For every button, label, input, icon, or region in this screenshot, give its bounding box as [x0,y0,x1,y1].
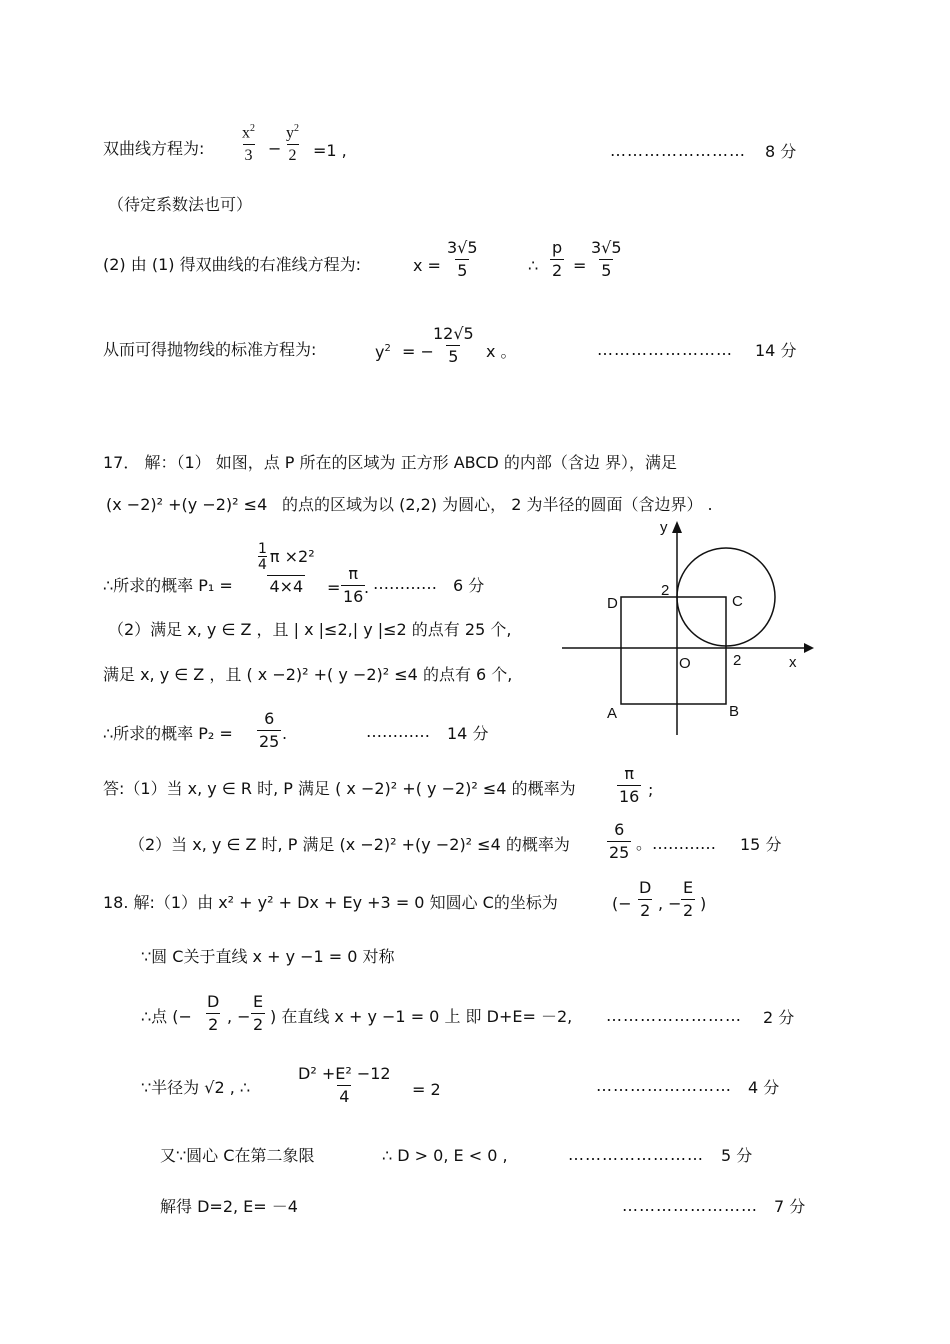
p2-score: 14 分 [447,724,489,743]
q18-l6-score: 7 分 [774,1197,806,1216]
label-D: D [607,595,618,612]
q18-l4-frac: $\frac{\text{D² +E² −12}}{4}$ [298,1064,391,1106]
pi-over-16: $\frac{\pi}{16}$ [343,564,364,606]
x-tail: x 。 [486,342,517,361]
fraction-x2-over-3: $\frac{x^2}{3}$ [242,123,255,165]
x-axis-arrow [804,643,814,653]
q18-l1-close: ) [700,894,707,913]
score-dots-14: …………………… [597,340,733,359]
q17-line2-text: 的点的区域为以 (2,2) 为圆心， 2 为半径的圆面（含边界） . [282,495,713,514]
q18-l1-frac-e: $\frac{E}{2}$ [683,878,694,920]
answer2-score: 15 分 [740,835,782,854]
q18-line1: 18. 解:（1）由 x² + y² + Dx + Ey +3 = 0 知圆心 C的坐标为 [103,893,558,912]
q18-l3-post: ) 在直线 x + y −1 = 0 上 即 D+E= －2, [270,1007,573,1026]
label-A: A [607,705,618,722]
q17-line2-expr: (x −2)² +(y −2)² ≤4 [106,495,268,514]
answer2-tail: 。………… [636,834,717,853]
p1-equals: = [327,578,341,597]
label-two-x: 2 [733,652,742,669]
q18-l5-dots: …………………… [568,1145,704,1164]
label-x: x [789,654,797,671]
p1-dots: ………… [373,574,437,593]
label-C: C [732,593,743,610]
q18-l3-comma: , − [227,1007,251,1026]
square-abcd [621,597,726,704]
q18-l6-dots: …………………… [622,1196,758,1215]
label-two-y: 2 [661,582,670,599]
geometry-figure [556,515,816,745]
p2-dots: ………… [366,722,430,741]
part2-line1: （2）满足 x, y ∈ Z ，且 | x |≤2,| y |≤2 的点有 25 个, [108,620,512,639]
directrix-text: (2) 由 (1) 得双曲线的右准线方程为: [103,255,361,274]
fraction-p-over-2: $\frac{p}{2}$ [552,238,563,280]
q18-l5-b: ∴ D > 0, E < 0 , [382,1146,508,1165]
parabola-text: 从而可得抛物线的标准方程为: [103,340,317,359]
label-B: B [729,703,740,720]
score-14: 14 分 [755,341,797,360]
q18-l1-open: (− [612,894,632,913]
label-origin: O [679,655,691,672]
y-squared: $y^2$ [375,342,391,362]
equals-sign: = [573,256,587,275]
p1-period: . [364,578,370,597]
q18-l3-dots: …………………… [606,1006,742,1025]
q18-l3-frac-d: $\frac{D}{2}$ [207,992,220,1034]
q18-l4-score: 4 分 [748,1078,780,1097]
q18-l3-score: 2 分 [763,1008,795,1027]
method-note: （待定系数法也可） [108,195,253,214]
y-axis-arrow [672,521,682,533]
answer-line1: 答:（1）当 x, y ∈ R 时, P 满足 ( x −2)² +( y −2)² ≤4 的概率为 [103,779,576,798]
fraction-y2-over-2: $\frac{y^2}{2}$ [286,123,299,165]
q17-line1: 17． 解：（1） 如图，点 P 所在的区域为 正方形 ABCD 的内部（含边 界），满足 [103,453,678,472]
q18-l5-score: 5 分 [721,1146,753,1165]
p2-fraction: $\frac{6}{25}$ [259,709,280,751]
answer1-tail: ; [648,780,654,799]
p1-score: 6 分 [453,576,485,595]
answer1-fraction: $\frac{\pi}{16}$ [619,764,640,806]
q18-l4-dots: …………………… [596,1076,732,1095]
x-equals: x = [413,256,441,275]
p1-label: ∴所求的概率 P₁ = [103,576,233,595]
p2-label: ∴所求的概率 P₂ = [103,724,233,743]
q18-line2: ∵圆 C关于直线 x + y −1 = 0 对称 [141,947,395,966]
q18-l3-frac-e: $\frac{E}{2}$ [253,992,264,1034]
q18-l4-pre: ∵半径为 √2 , ∴ [141,1078,251,1097]
score-dots: …………………… [610,141,746,160]
q18-l1-comma: , − [658,894,682,913]
q18-l6: 解得 D=2, E= －4 [160,1197,298,1216]
fraction-3sqrt5-over-5: $\frac{3√5}{5}$ [447,238,478,280]
hyperbola-label: 双曲线方程为: [103,139,205,158]
q18-l3-pre: ∴点 (− [141,1007,192,1026]
equals-minus: = − [402,342,434,361]
q18-l1-frac-d: $\frac{D}{2}$ [639,878,652,920]
minus-sign: − [268,139,282,158]
p1-fraction: 1 4 π ×2² 4×4 [258,541,315,596]
score-8: 8 分 [765,142,797,161]
equals-one: =1 , [313,141,347,160]
q18-l4-eq: = 2 [412,1080,441,1099]
therefore-symbol: ∴ [528,256,539,275]
fraction-3sqrt5-over-5-b: $\frac{3√5}{5}$ [591,238,622,280]
answer-line2: （2）当 x, y ∈ Z 时, P 满足 (x −2)² +(y −2)² ≤4 的概率为 [129,835,570,854]
part2-line2: 满足 x, y ∈ Z ，且 ( x −2)² +( y −2)² ≤4 的点有 6 个, [103,665,513,684]
q18-l5: 又∵圆心 C在第二象限 [160,1146,315,1165]
label-y: y [660,519,668,536]
p2-period: . [282,724,288,743]
fraction-12sqrt5-over-5: $\frac{12√5}{5}$ [433,324,474,366]
answer2-fraction: $\frac{6}{25}$ [609,820,630,862]
